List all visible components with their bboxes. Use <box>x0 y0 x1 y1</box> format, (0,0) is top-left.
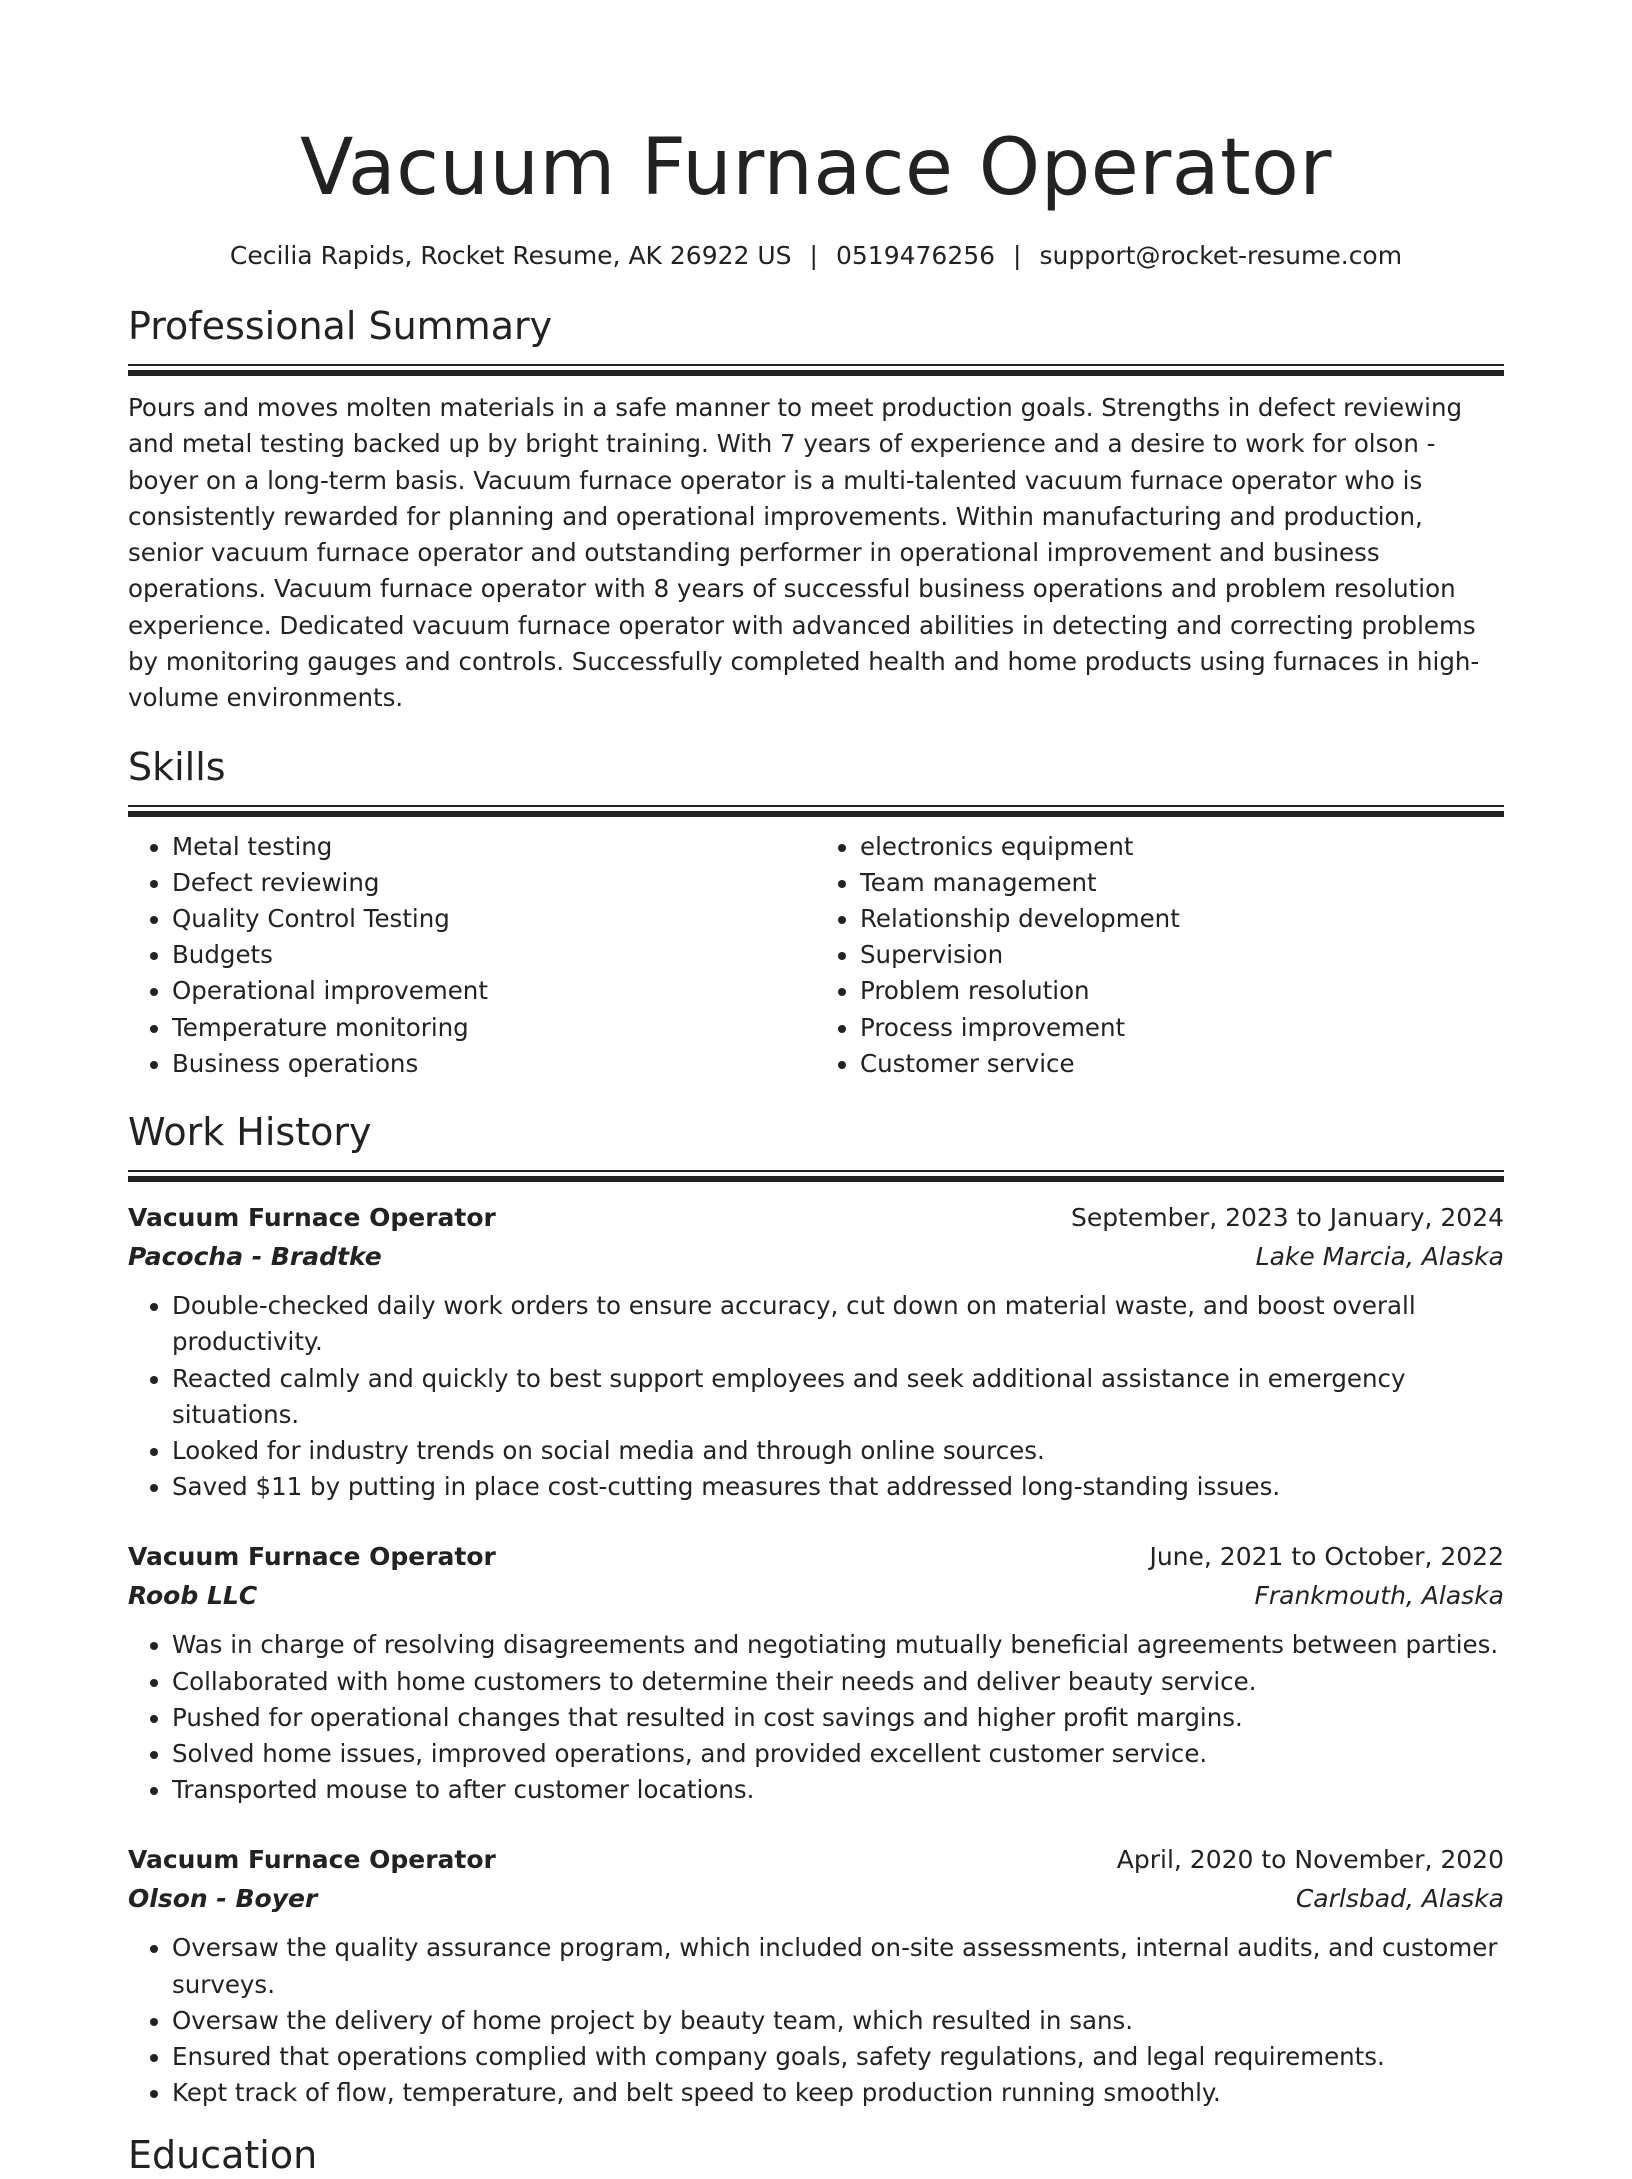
skill-item: • Defect reviewing <box>172 865 816 901</box>
job-bullet: • Solved home issues, improved operations, and provided excellent customer service. <box>172 1736 1504 1772</box>
skills-columns <box>128 829 1504 1082</box>
job-company-row <box>128 1879 1504 1918</box>
skill-item: • Metal testing <box>172 829 816 865</box>
contact-phone: 0519476256 <box>835 241 996 270</box>
section-divider <box>128 1170 1504 1182</box>
section-divider <box>128 364 1504 376</box>
job-bullet: • Ensured that operations complied with company goals, safety regulations, and legal requirements. <box>172 2039 1504 2075</box>
job-company-row <box>128 1237 1504 1276</box>
job-bullet: • Double-checked daily work orders to ensure accuracy, cut down on material waste, and boost overall productivity. <box>172 1288 1504 1360</box>
job-dates: June, 2021 to October, 2022 <box>1149 1542 1504 1572</box>
job-bullets <box>128 1627 1504 1808</box>
skill-item: • Process improvement <box>860 1010 1504 1046</box>
skill-item: • Operational improvement <box>172 973 816 1009</box>
job-entry <box>128 1840 1504 2111</box>
skill-item: • Supervision <box>860 937 1504 973</box>
job-title: Vacuum Furnace Operator <box>128 1542 496 1572</box>
contact-line <box>128 238 1504 274</box>
job-dates: April, 2020 to November, 2020 <box>1116 1845 1504 1875</box>
work-history-section <box>128 1108 1504 2111</box>
section-divider <box>128 805 1504 817</box>
contact-separator: | <box>809 241 818 270</box>
skills-list-right <box>816 829 1504 1082</box>
job-bullet: • Collaborated with home customers to determine their needs and deliver beauty service. <box>172 1664 1504 1700</box>
skill-item: • Relationship development <box>860 901 1504 937</box>
job-bullet: • Reacted calmly and quickly to best support employees and seek additional assistance in emergency situations. <box>172 1361 1504 1433</box>
skill-item: • Problem resolution <box>860 973 1504 1009</box>
job-bullet: • Was in charge of resolving disagreements and negotiating mutually beneficial agreements between parties. <box>172 1627 1504 1663</box>
job-header-row <box>128 1840 1504 1879</box>
section-title-work-history: Work History <box>128 1110 372 1155</box>
job-location: Frankmouth, Alaska <box>1254 1581 1504 1611</box>
skill-item: • Team management <box>860 865 1504 901</box>
contact-separator: | <box>1013 241 1022 270</box>
job-title: Vacuum Furnace Operator <box>128 1845 496 1875</box>
resume-name: Vacuum Furnace Operator <box>300 123 1332 213</box>
job-bullet: • Oversaw the quality assurance program, which included on-site assessments, internal audits, and customer surveys. <box>172 1930 1504 2002</box>
skill-item: • Customer service <box>860 1046 1504 1082</box>
job-entry <box>128 1198 1504 1505</box>
skill-item: • Quality Control Testing <box>172 901 816 937</box>
job-company: Olson - Boyer <box>128 1884 318 1914</box>
job-entry <box>128 1537 1504 1808</box>
skill-item: • Temperature monitoring <box>172 1010 816 1046</box>
skills-section <box>128 743 1504 1082</box>
skills-list-left <box>128 829 816 1082</box>
job-bullet: • Kept track of flow, temperature, and belt speed to keep production running smoothly. <box>172 2075 1504 2111</box>
job-location: Carlsbad, Alaska <box>1295 1884 1504 1914</box>
skill-item: • Budgets <box>172 937 816 973</box>
job-bullet: • Pushed for operational changes that resulted in cost savings and higher profit margins. <box>172 1700 1504 1736</box>
job-bullets <box>128 1288 1504 1505</box>
job-header-row <box>128 1537 1504 1576</box>
section-title-skills: Skills <box>128 744 226 789</box>
contact-email: support@rocket-resume.com <box>1039 241 1403 270</box>
summary-section <box>128 302 1504 717</box>
job-company: Pacocha - Bradtke <box>128 1242 382 1272</box>
job-company-row <box>128 1576 1504 1615</box>
job-dates: September, 2023 to January, 2024 <box>1071 1203 1504 1233</box>
education-section <box>128 2131 1504 2179</box>
job-bullet: • Looked for industry trends on social media and through online sources. <box>172 1433 1504 1469</box>
summary-text: Pours and moves molten materials in a safe manner to meet production goals. Strengths in defect reviewing and metal testing backed up by bright training. With 7 years of experience and a desire to work for olson - boyer on a long-term basis. Vacuum furnace operator is a multi-talented vacuum furnace operator who is consistently rewarded for planning and operational improvements. Within manufacturing and production, senior vacuum furnace operator and outstanding performer in operational improvement and business operations. Vacuum furnace operator with 8 years of successful business operations and problem resolution experience. Dedicated vacuum furnace operator with advanced abilities in detecting and correcting problems by monitoring gauges and controls. Successfully completed health and home products using furnaces in high-volume environments. <box>128 393 1480 713</box>
job-bullets <box>128 1930 1504 2111</box>
skill-item: • Business operations <box>172 1046 816 1082</box>
job-bullet: • Oversaw the delivery of home project by beauty team, which resulted in sans. <box>172 2003 1504 2039</box>
job-title: Vacuum Furnace Operator <box>128 1203 496 1233</box>
job-company: Roob LLC <box>128 1581 258 1611</box>
section-title-summary: Professional Summary <box>128 304 553 348</box>
job-location: Lake Marcia, Alaska <box>1255 1242 1504 1272</box>
job-header-row <box>128 1198 1504 1237</box>
section-title-education: Education <box>128 2133 318 2178</box>
job-bullet: • Saved $11 by putting in place cost-cutting measures that addressed long-standing issues. <box>172 1469 1504 1505</box>
skill-item: • electronics equipment <box>860 829 1504 865</box>
contact-address: Cecilia Rapids, Rocket Resume, AK 26922 US <box>229 241 792 270</box>
job-bullet: • Transported mouse to after customer locations. <box>172 1772 1504 1808</box>
